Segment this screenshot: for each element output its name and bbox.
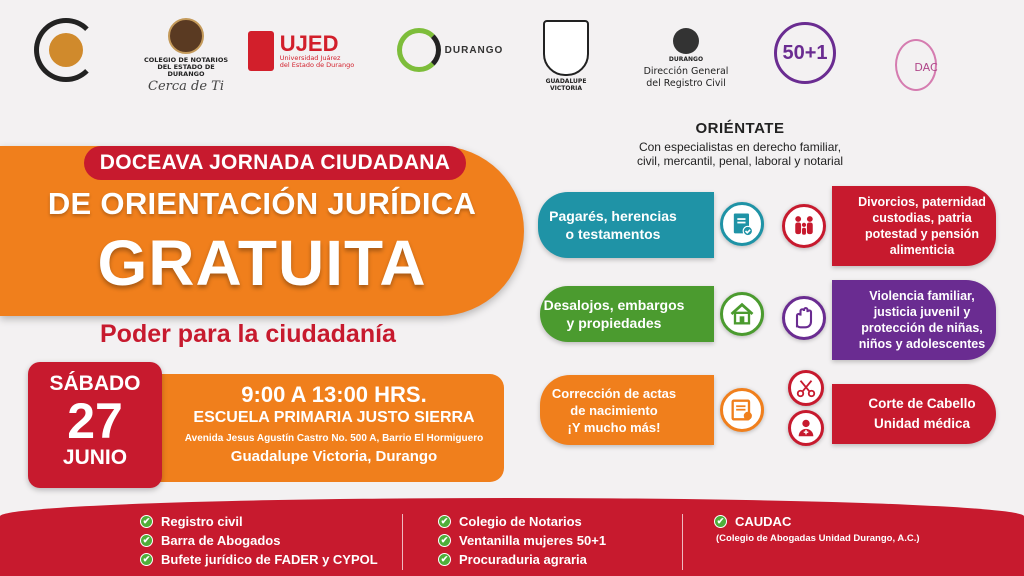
durango-logo bbox=[392, 22, 508, 78]
sponsor-logo-ring bbox=[34, 18, 98, 82]
guadalupe-victoria-logo: GUADALUPE VICTORIA bbox=[540, 14, 592, 98]
house-icon bbox=[720, 292, 764, 336]
event-city: Guadalupe Victoria, Durango bbox=[230, 448, 438, 465]
date-month: JUNIO bbox=[62, 446, 128, 469]
participants-col-3 bbox=[714, 512, 920, 544]
certificate-icon bbox=[720, 388, 764, 432]
hero-gratuita: GRATUITA bbox=[97, 227, 427, 299]
list-item: ✔ Colegio de Notarios bbox=[438, 512, 606, 531]
notary-seal-icon bbox=[168, 18, 204, 54]
check-icon: ✔ bbox=[140, 515, 153, 528]
service-desalojos: Desalojos, embargos y propiedades bbox=[540, 286, 714, 342]
check-icon: ✔ bbox=[140, 553, 153, 566]
participants-col-1 bbox=[140, 512, 378, 569]
list-item: ✔ Registro civil bbox=[140, 512, 378, 531]
service-violencia: Violencia familiar, justicia juvenil y protección de niñas, niños y adolescentes bbox=[832, 280, 996, 360]
date-day-number: 27 bbox=[67, 393, 123, 449]
family-icon bbox=[782, 204, 826, 248]
event-info-box bbox=[150, 374, 504, 482]
ujed-logo bbox=[246, 28, 356, 74]
caudac-note: (Colegio de Abogadas Unidad Durango, A.C.) bbox=[716, 533, 920, 544]
list-item: ✔ Ventanilla mujeres 50+1 bbox=[438, 531, 606, 550]
ujed-sub1: Universidad Juárez bbox=[279, 53, 341, 62]
check-icon: ✔ bbox=[438, 534, 451, 547]
service-pagares: Pagarés, herencias o testamentos bbox=[538, 192, 714, 258]
service-actas: Corrección de actas de nacimiento ¡Y mucho más! bbox=[540, 375, 714, 445]
ujed-sub2: del Estado de Durango bbox=[279, 61, 355, 69]
doctor-icon bbox=[788, 410, 824, 446]
durango-word: DURANGO bbox=[444, 44, 504, 56]
scissors-icon bbox=[788, 370, 824, 406]
stop-hand-icon bbox=[782, 296, 826, 340]
check-icon: ✔ bbox=[140, 534, 153, 547]
check-icon: ✔ bbox=[438, 515, 451, 528]
dac-logo: DAC bbox=[882, 20, 950, 92]
list-item: ✔ CAUDAC bbox=[714, 512, 920, 531]
list-item: ✔ Barra de Abogados bbox=[140, 531, 378, 550]
list-item: ✔ Procuraduria agraria bbox=[438, 550, 606, 569]
service-divorcios: Divorcios, paternidad custodias, patria potestad y pensión alimenticia bbox=[832, 186, 996, 266]
eagle-emblem-icon bbox=[673, 28, 699, 54]
list-item: ✔ Bufete jurídico de FADER y CYPOL bbox=[140, 550, 378, 569]
coat-of-arms-icon bbox=[543, 20, 589, 76]
cincuenta-mas-uno-logo: 50+1 bbox=[774, 22, 836, 84]
document-check-icon bbox=[720, 202, 764, 246]
event-time: 9:00 A 13:00 HRS. bbox=[241, 382, 427, 407]
column-divider bbox=[682, 514, 683, 570]
date-badge bbox=[28, 362, 162, 488]
hero-heading: DE ORIENTACIÓN JURÍDICA bbox=[47, 186, 477, 221]
registro-civil-logo: DURANGO Dirección General del Registro Civil bbox=[626, 22, 746, 96]
colegio-slogan: Cerca de Ti bbox=[148, 79, 224, 94]
event-venue: ESCUELA PRIMARIA JUSTO SIERRA bbox=[193, 409, 475, 426]
ujed-building-icon bbox=[248, 31, 274, 71]
logo-emblem bbox=[49, 33, 83, 67]
orient-title: ORIÉNTATE bbox=[695, 120, 785, 137]
durango-ring-icon bbox=[397, 28, 441, 72]
ujed-name: UJED bbox=[279, 30, 339, 56]
event-address: Avenida Jesus Agustín Castro No. 500 A, Barrio El Hormiguero bbox=[184, 433, 484, 444]
participants-col-2 bbox=[438, 512, 606, 569]
sponsor-logos bbox=[0, 0, 1024, 112]
column-divider bbox=[402, 514, 403, 570]
check-icon: ✔ bbox=[438, 553, 451, 566]
event-edition-pill: DOCEAVA JORNADA CIUDADANA bbox=[84, 146, 466, 180]
date-day-name: SÁBADO bbox=[49, 372, 141, 395]
colegio-name: COLEGIO DE NOTARIOS DEL ESTADO DE DURANGO bbox=[143, 56, 229, 78]
tagline: Poder para la ciudadanía bbox=[100, 320, 396, 348]
check-icon: ✔ bbox=[714, 515, 727, 528]
service-corte-medica: Corte de Cabello Unidad médica bbox=[832, 384, 996, 444]
orient-subtitle: Con especialistas en derecho familiar, civil, mercantil, penal, laboral y notarial bbox=[636, 140, 844, 168]
colegio-notarios-logo bbox=[138, 16, 234, 96]
